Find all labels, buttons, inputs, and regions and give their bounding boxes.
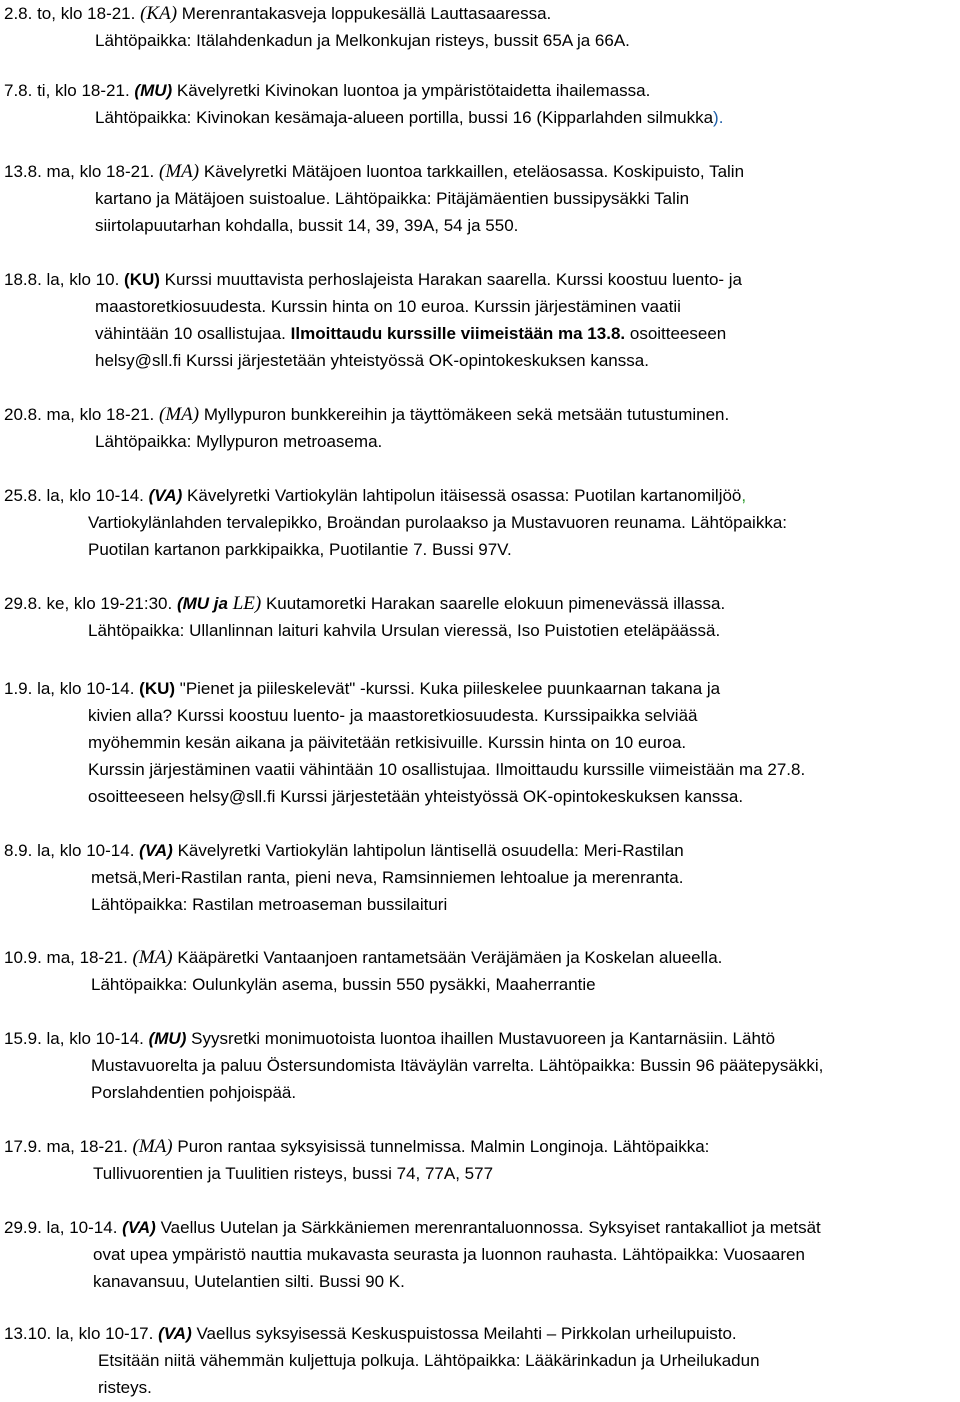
- event-date: 13.10. la, klo 10-17.: [4, 1324, 154, 1343]
- event-start-location: kanavansuu, Uutelantien silti. Bussi 90 K.: [93, 1272, 405, 1291]
- event-category-tag: (MU): [134, 81, 173, 100]
- event-entry: [4, 1025, 960, 1106]
- event-date: 8.9. la, klo 10-14.: [4, 841, 135, 860]
- event-category-tag: (VA): [148, 486, 183, 505]
- event-start-location: Lähtöpaikka: Itälahdenkadun ja Melkonkujan risteys, bussit 65A ja 66A.: [95, 31, 630, 50]
- event-category-tag: (KU): [139, 679, 176, 698]
- event-entry: [4, 266, 960, 374]
- event-category-tag: (VA): [158, 1324, 192, 1343]
- event-entry: [4, 1214, 960, 1295]
- event-category-tag: (MA): [159, 404, 200, 425]
- event-category-tag: (VA): [139, 841, 173, 860]
- event-entry: [4, 0, 960, 54]
- event-category-tag-secondary: LE): [232, 593, 262, 614]
- event-entry: [4, 675, 960, 810]
- event-description: Kuutamoretki Harakan saarelle elokuun pimenevässä illassa.: [265, 594, 726, 613]
- event-date: 25.8. la, klo 10-14.: [4, 486, 144, 505]
- event-start-location: Lähtöpaikka: Rastilan metroaseman bussilaituri: [91, 895, 448, 914]
- event-entry: [4, 1133, 960, 1187]
- event-date: 20.8. ma, klo 18-21.: [4, 405, 155, 424]
- event-description-line: helsy@sll.fi Kurssi järjestetään yhteistyössä OK-opintokeskuksen kanssa.: [95, 351, 649, 370]
- event-description: "Pienet ja piileskelevät" -kurssi. Kuka piileskelee puunkaarnan takana ja: [179, 679, 721, 698]
- event-description-line: maastoretkiosuudesta. Kurssin hinta on 10 euroa. Kurssin järjestäminen vaatii: [95, 297, 681, 316]
- registration-deadline: Ilmoittaudu kurssille viimeistään ma 13.8.: [290, 324, 626, 343]
- event-category-tag: (MU): [148, 1029, 187, 1048]
- event-entry: [4, 590, 960, 644]
- event-start-location: Lähtöpaikka: Kivinokan kesämaja-alueen portilla, bussi 16 (Kipparlahden silmukka).: [95, 108, 724, 127]
- event-description: Vaellus Uutelan ja Särkkäniemen merenrantaluonnossa. Syksyiset rantakalliot ja metsät: [160, 1218, 821, 1237]
- event-start-location: Puotilan kartanon parkkipaikka, Puotilantie 7. Bussi 97V.: [88, 540, 512, 559]
- event-date: 15.9. la, klo 10-14.: [4, 1029, 144, 1048]
- entry-first-line: [4, 266, 960, 293]
- event-start-location: Tullivuorentien ja Tuulitien risteys, bussi 74, 77A, 577: [93, 1164, 494, 1183]
- event-description-line: ovat upea ympäristö nauttia mukavasta seurasta ja luonnon rauhasta. Lähtöpaikka: Vuosaaren: [93, 1245, 805, 1264]
- event-description-line: metsä,Meri-Rastilan ranta, pieni neva, Ramsinniemen lehtoalue ja merenranta.: [91, 868, 684, 887]
- event-category-tag: (MA): [132, 1136, 173, 1157]
- event-date: 2.8. to, klo 18-21.: [4, 4, 136, 23]
- event-date: 13.8. ma, klo 18-21.: [4, 162, 155, 181]
- entry-first-line: [4, 1025, 960, 1052]
- event-start-location: Lähtöpaikka: Ullanlinnan laituri kahvila Ursulan vieressä, Iso Puistotien eteläpäässä.: [88, 621, 721, 640]
- event-start-location: Lähtöpaikka: Myllypuron metroasema.: [95, 432, 383, 451]
- event-category-tag: (KA): [140, 3, 178, 24]
- event-description: Merenrantakasveja loppukesällä Lauttasaaressa.: [181, 4, 552, 23]
- entry-first-line: [4, 1320, 960, 1347]
- event-description: Kävelyretki Vartiokylän lahtipolun itäisessä osassa: Puotilan kartanomiljöö: [187, 486, 742, 505]
- event-category-tag: (KU): [124, 270, 160, 289]
- event-description: Kävelyretki Vartiokylän lahtipolun läntisellä osuudella: Meri-Rastilan: [177, 841, 684, 860]
- event-entry: [4, 482, 960, 563]
- entry-first-line: [4, 158, 960, 185]
- event-date: 1.9. la, klo 10-14.: [4, 679, 135, 698]
- event-date: 18.8. la, klo 10.: [4, 270, 120, 289]
- event-description: Kävelyretki Kivinokan luontoa ja ympäristötaidetta ihailemassa.: [176, 81, 651, 100]
- event-date: 29.8. ke, klo 19-21:30.: [4, 594, 173, 613]
- event-description-line: myöhemmin kesän aikana ja päivitetään retkisivuille. Kurssin hinta on 10 euroa.: [88, 733, 687, 752]
- entry-first-line: [4, 1214, 960, 1241]
- entry-first-line: [4, 1133, 960, 1160]
- event-description: Myllypuron bunkkereihin ja täyttömäkeen sekä metsään tutustuminen.: [203, 405, 730, 424]
- event-description-line: Etsitään niitä vähemmän kuljettuja polkuja. Lähtöpaikka: Lääkärinkadun ja Urheilukadun: [98, 1351, 760, 1370]
- event-description: Syysretki monimuotoista luontoa ihaillen Mustavuoreen ja Kantarnäsiin. Lähtö: [191, 1029, 776, 1048]
- event-entry: [4, 1320, 960, 1401]
- event-category-tag: (MU ja: [176, 594, 228, 613]
- entry-first-line: [4, 401, 960, 428]
- event-description: Puron rantaa syksyisissä tunnelmissa. Malmin Longinoja. Lähtöpaikka:: [177, 1137, 710, 1156]
- event-description-line: kartano ja Mätäjoen suistoalue. Lähtöpaikka: Pitäjämäentien bussipysäkki Talin: [95, 189, 690, 208]
- event-entry: [4, 944, 960, 998]
- event-date: 17.9. ma, 18-21.: [4, 1137, 128, 1156]
- event-description: Vaellus syksyisessä Keskuspuistossa Meilahti – Pirkkolan urheilupuisto.: [196, 1324, 737, 1343]
- event-entry: [4, 77, 960, 131]
- entry-first-line: [4, 0, 960, 27]
- event-date: 7.8. ti, klo 18-21.: [4, 81, 130, 100]
- event-description-line: Porslahdentien pohjoispää.: [91, 1083, 297, 1102]
- event-description-line: osoitteeseen helsy@sll.fi Kurssi järjestetään yhteistyössä OK-opintokeskuksen kanssa.: [88, 787, 744, 806]
- event-category-tag: (VA): [122, 1218, 156, 1237]
- event-category-tag: (MA): [159, 161, 200, 182]
- event-start-location: Lähtöpaikka: Oulunkylän asema, bussin 550 pysäkki, Maaherrantie: [91, 975, 596, 994]
- entry-first-line: [4, 944, 960, 971]
- event-description-line: vähintään 10 osallistujaa. Ilmoittaudu kurssille viimeistään ma 13.8. osoitteeseen: [95, 324, 727, 343]
- event-category-tag: (MA): [132, 947, 173, 968]
- entry-first-line: [4, 77, 960, 104]
- event-description: Kurssi muuttavista perhoslajeista Harakan saarella. Kurssi koostuu luento- ja: [164, 270, 743, 289]
- event-entry: [4, 837, 960, 918]
- entry-first-line: [4, 590, 960, 617]
- entry-first-line: 25.8. la, klo 10-14. (VA) Kävelyretki Vartiokylän lahtipolun itäisessä osassa: Puotilan kartanomiljöö,: [4, 486, 747, 505]
- event-description-line: Vartiokylänlahden tervalepikko, Broändan purolaakso ja Mustavuoren reunama. Lähtöpaikka:: [88, 513, 788, 532]
- event-start-location: risteys.: [98, 1378, 152, 1397]
- entry-first-line: [4, 675, 960, 702]
- event-description-line: Kurssin järjestäminen vaatii vähintään 10 osallistujaa. Ilmoittaudu kurssille viimeistään ma 27.8.: [88, 760, 806, 779]
- event-description: Kääpäretki Vantaanjoen rantametsään Veräjämäen ja Koskelan alueella.: [177, 948, 723, 967]
- event-description-line: Mustavuorelta ja paluu Östersundomista Itäväylän varrelta. Lähtöpaikka: Bussin 96 päätepysäkki,: [91, 1056, 824, 1075]
- event-description-line: kivien alla? Kurssi koostuu luento- ja maastoretkiosuudesta. Kurssipaikka selviää: [88, 706, 698, 725]
- event-date: 10.9. ma, 18-21.: [4, 948, 128, 967]
- event-date: 29.9. la, 10-14.: [4, 1218, 118, 1237]
- entry-first-line: [4, 837, 960, 864]
- event-entry: [4, 401, 960, 455]
- event-entry: [4, 158, 960, 239]
- event-description-line: siirtolapuutarhan kohdalla, bussit 14, 39, 39A, 54 ja 550.: [95, 216, 519, 235]
- event-description: Kävelyretki Mätäjoen luontoa tarkkaillen, eteläosassa. Koskipuisto, Talin: [203, 162, 745, 181]
